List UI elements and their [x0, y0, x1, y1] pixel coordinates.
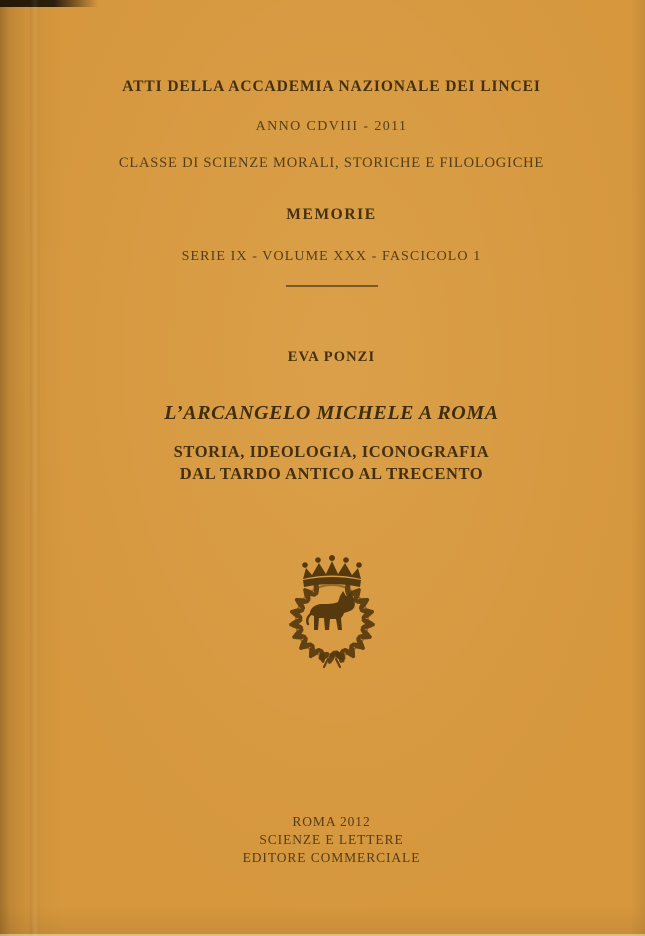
cover-content	[18, 0, 645, 936]
book-title: L’ARCANGELO MICHELE A ROMA	[164, 402, 499, 424]
author-name: EVA PONZI	[287, 349, 376, 365]
year-line: ANNO CDVIII - 2011	[255, 119, 408, 134]
crown-icon	[302, 555, 362, 587]
lincei-emblem-svg	[270, 551, 394, 673]
subtitle-line-2: DAL TARDO ANTICO AL TRECENTO	[179, 464, 484, 483]
academy-name: ATTI DELLA ACCADEMIA NAZIONALE DEI LINCEI	[122, 78, 541, 95]
divider-rule	[286, 285, 378, 287]
memorie-heading: MEMORIE	[286, 206, 377, 223]
subtitle-line-1: STORIA, IDEOLOGIA, ICONOGRAFIA	[173, 442, 490, 461]
imprint-publisher: SCIENZE E LETTERE	[259, 832, 404, 847]
imprint-city-year: ROMA 2012	[292, 814, 371, 829]
imprint-publisher-type: EDITORE COMMERCIALE	[242, 850, 421, 865]
series-volume-line: SERIE IX - VOLUME XXX - FASCICOLO 1	[181, 249, 482, 264]
lincei-emblem-icon	[270, 551, 394, 673]
laurel-wreath-icon	[287, 579, 376, 666]
classe-line: CLASSE DI SCIENZE MORALI, STORICHE E FILOLOGICHE	[118, 155, 545, 171]
